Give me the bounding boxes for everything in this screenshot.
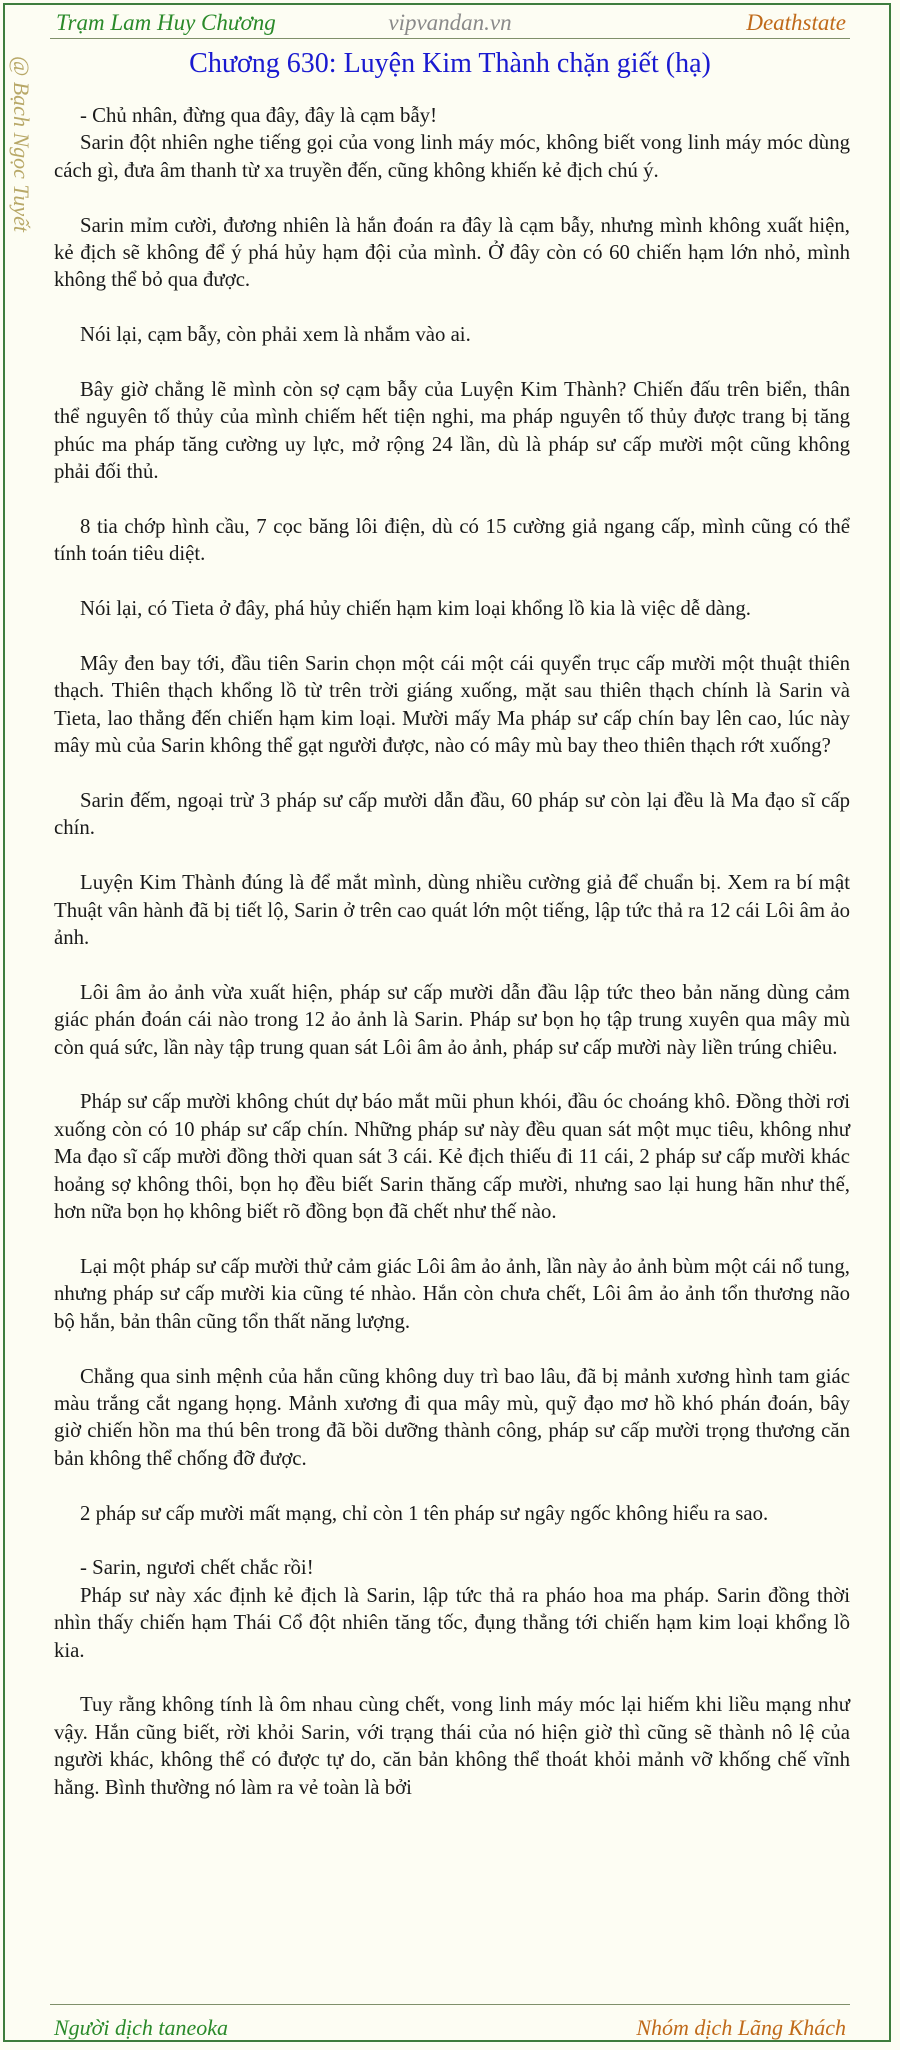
paragraph: Chẳng qua sinh mệnh của hắn cũng không duy trì bao lâu, đã bị mảnh xương hình tam giác màu trắng cắt ngang họng. Mảnh xương đi qua mây mù, quỹ đạo mơ hồ khó phán đoán, bây giờ chiến hồn ma thú bên trong đã bồi dưỡng thành công, pháp sư cấp mười trọng thương căn bản không thể chống đỡ được. <box>54 1364 850 1470</box>
footer-group: Nhóm dịch Lãng Khách <box>636 2015 846 2040</box>
chapter-title: Chương 630: Luyện Kim Thành chặn giết (hạ) <box>189 48 711 79</box>
paragraph: Sarin đột nhiên nghe tiếng gọi của vong linh máy móc, không biết vong linh máy móc dùng cách gì, đưa âm thanh từ xa truyền đến, cũng không khiến kẻ địch chú ý. <box>54 131 850 182</box>
paragraph: Mây đen bay tới, đầu tiên Sarin chọn một cái một cái quyển trục cấp mười một thuật thiên thạch. Thiên thạch khổng lồ từ trên trời giáng xuống, mặt sau thiên thạch chính là Sarin và Tieta, lao thẳng đến chiến hạm kim loại. Mười mấy Ma pháp sư cấp chín bay lên cao, lúc này mây mù của Sarin không thể gạt người được, nào có mây mù bay theo thiên thạch rớt xuống? <box>54 652 850 758</box>
paragraph: Nói lại, cạm bẫy, còn phải xem là nhắm vào ai. <box>80 323 471 347</box>
paragraph: Pháp sư này xác định kẻ địch là Sarin, lập tức thả ra pháo hoa ma pháp. Sarin đồng thời nhìn thấy chiến hạm Thái Cổ đột nhiên tăng tốc, đụng thẳng tới chiến hạm kim loại khổng lồ kia. <box>54 1583 850 1662</box>
paragraph: - Sarin, ngươi chết chắc rồi! <box>80 1556 314 1580</box>
paragraph: - Chủ nhân, đừng qua đây, đây là cạm bẫy! <box>80 104 438 127</box>
paragraph: 8 tia chớp hình cầu, 7 cọc băng lôi điện, dù có 15 cường giả ngang cấp, mình cũng có thể tính toán tiêu diệt. <box>54 515 850 566</box>
page-header <box>50 8 850 39</box>
paragraph: Bây giờ chẳng lẽ mình còn sợ cạm bẫy của Luyện Kim Thành? Chiến đấu trên biển, thân thể nguyên tố thủy của mình chiếm hết tiện nghi, ma pháp nguyên tố thủy được trang bị tăng phúc ma pháp tăng cường uy lực, mở rộng 24 lần, dù là pháp sư cấp mười một cũng không phải đối thủ. <box>54 378 850 484</box>
paragraph: Lôi âm ảo ảnh vừa xuất hiện, pháp sư cấp mười dẫn đầu lập tức theo bản năng dùng cảm giác phán đoán cái nào trong 12 ảo ảnh là Sarin. Pháp sư bọn họ tập trung xuyên qua mây mù còn quá sức, lần này tập trung quan sát Lôi âm ảo ảnh, pháp sư cấp mười này liền trúng chiêu. <box>54 980 850 1059</box>
paragraph: Sarin mỉm cười, đương nhiên là hắn đoán ra đây là cạm bẫy, nhưng mình không xuất hiện, kẻ địch sẽ không để ý phá hủy hạm đội của mình. Ở đây còn có 60 chiến hạm lớn nhỏ, mình không thể bỏ qua được. <box>54 213 850 292</box>
paragraph: 2 pháp sư cấp mười mất mạng, chỉ còn 1 tên pháp sư ngây ngốc không hiểu ra sao. <box>80 1501 769 1525</box>
header-website: vipvandan.vn <box>388 10 512 35</box>
paragraph: Tuy rằng không tính là ôm nhau cùng chết, vong linh máy móc lại hiếm khi liều mạng như vậy. Hắn cũng biết, rời khỏi Sarin, với trạng thái của nó hiện giờ thì cũng sẽ thành nô lệ của người khác, không thể có được tự do, căn bản không thể thoát khỏi mảnh vỡ khống chế vĩnh hằng. Bình thường nó làm ra vẻ toàn là bởi <box>54 1693 850 1799</box>
chapter-body <box>54 102 850 1801</box>
header-author: Deathstate <box>746 10 846 35</box>
page-footer <box>50 2004 850 2043</box>
paragraph: Luyện Kim Thành đúng là để mắt mình, dùng nhiều cường giả để chuẩn bị. Xem ra bí mật Thuật vân hành đã bị tiết lộ, Sarin ở trên cao quát lớn một tiếng, lập tức thả ra 12 cái Lôi âm ảo ảnh. <box>54 871 850 950</box>
side-watermark: @ Bạch Ngọc Tuyết <box>9 56 34 233</box>
paragraph: Lại một pháp sư cấp mười thử cảm giác Lôi âm ảo ảnh, lần này ảo ảnh bùm một cái nổ tung, nhưng pháp sư cấp mười kia cũng té nhào. Hắn còn chưa chết, Lôi âm ảo ảnh tổn thương não bộ hắn, bản thân cũng tổn thất năng lượng. <box>54 1254 850 1333</box>
paragraph: Nói lại, có Tieta ở đây, phá hủy chiến hạm kim loại khổng lồ kia là việc dễ dàng. <box>80 597 751 621</box>
paragraph: Sarin đếm, ngoại trừ 3 pháp sư cấp mười dẫn đầu, 60 pháp sư còn lại đều là Ma đạo sĩ cấp chín. <box>54 789 850 840</box>
header-site-name: Trạm Lam Huy Chương <box>56 10 276 35</box>
footer-translator: Người dịch taneoka <box>54 2015 229 2040</box>
paragraph: Pháp sư cấp mười không chút dự báo mắt mũi phun khói, đầu óc choáng khô. Đồng thời rơi xuống còn có 10 pháp sư cấp chín. Những pháp sư này đều quan sát một mục tiêu, không như Ma đạo sĩ cấp mười đồng thời quan sát 3 cái. Kẻ địch thiếu đi 11 cái, 2 pháp sư cấp mười khác hoảng sợ không thôi, bọn họ đều biết Sarin thăng cấp mười, nhưng sao lại hung hãn như thế, hơn nữa bọn họ không biết rõ đồng bọn đã chết như thế nào. <box>54 1090 850 1224</box>
